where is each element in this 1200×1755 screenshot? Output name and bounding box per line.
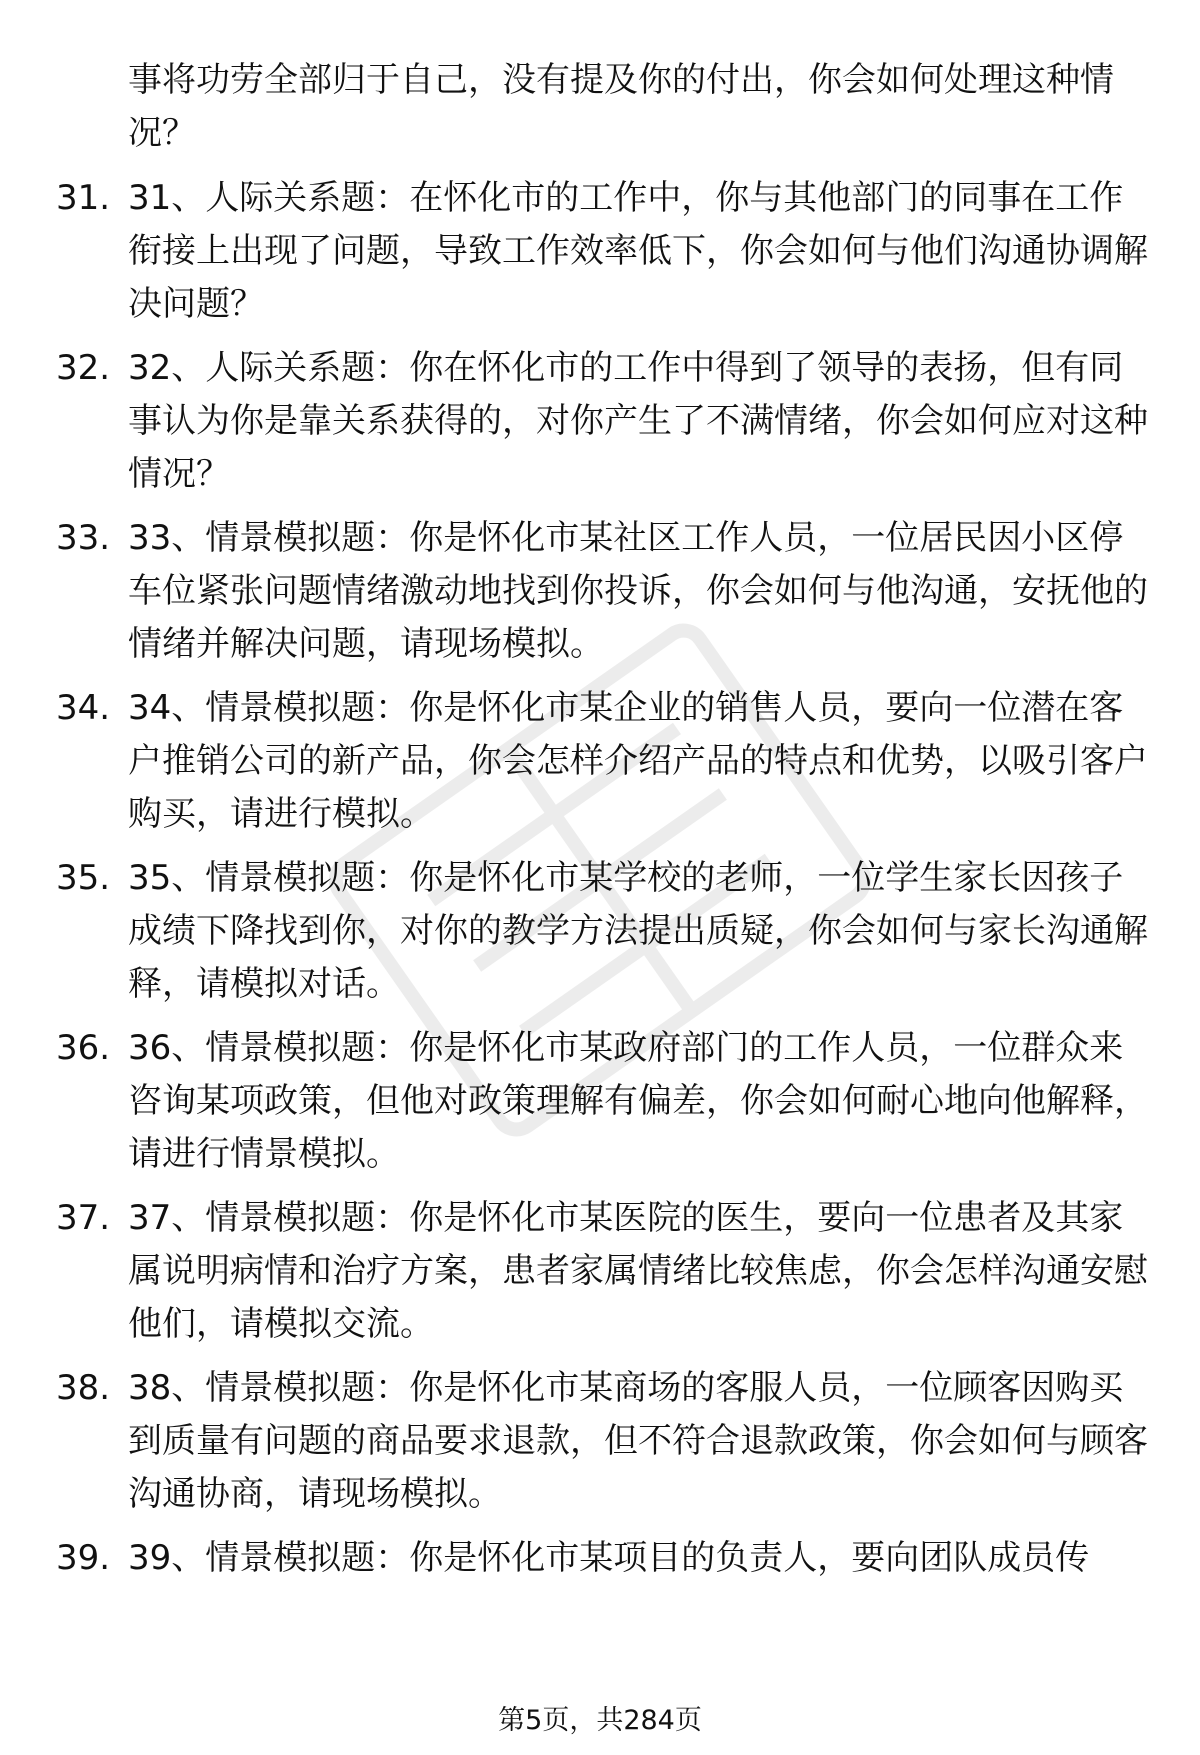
question-text: 38、情景模拟题：你是怀化市某商场的客服人员，一位顾客因购买到质量有问题的商品要求退款，但不符合退款政策，你会如何与顾客沟通协商，请现场模拟。: [128, 1368, 1148, 1514]
question-text: 31、人际关系题：在怀化市的工作中，你与其他部门的同事在工作衔接上出现了问题，导致工作效率低下，你会如何与他们沟通协调解决问题？: [128, 178, 1148, 324]
question-number: 35.: [56, 858, 111, 898]
question-number: 31.: [56, 178, 111, 218]
question-number: 38.: [56, 1368, 111, 1408]
question-text: 35、情景模拟题：你是怀化市某学校的老师，一位学生家长因孩子成绩下降找到你，对你的教学方法提出质疑，你会如何与家长沟通解释，请模拟对话。: [128, 858, 1148, 1004]
question-text: 33、情景模拟题：你是怀化市某社区工作人员，一位居民因小区停车位紧张问题情绪激动地找到你投诉，你会如何与他沟通，安抚他的情绪并解决问题，请现场模拟。: [128, 518, 1148, 664]
question-text: 32、人际关系题：你在怀化市的工作中得到了领导的表扬，但有同事认为你是靠关系获得的，对你产生了不满情绪，你会如何应对这种情况？: [128, 348, 1148, 494]
question-text: 39、情景模拟题：你是怀化市某项目的负责人，要向团队成员传: [128, 1538, 1090, 1578]
question-text: 事将功劳全部归于自己，没有提及你的付出，你会如何处理这种情况？: [128, 60, 1114, 153]
question-text: 36、情景模拟题：你是怀化市某政府部门的工作人员，一位群众来咨询某项政策，但他对政策理解有偏差，你会如何耐心地向他解释，请进行情景模拟。: [128, 1028, 1148, 1174]
page-footer: 第5页，共284页: [498, 1705, 702, 1736]
question-text: 34、情景模拟题：你是怀化市某企业的销售人员，要向一位潜在客户推销公司的新产品，你会怎样介绍产品的特点和优势，以吸引客户购买，请进行模拟。: [128, 688, 1148, 834]
question-number: 33.: [56, 518, 111, 558]
question-number: 36.: [56, 1028, 111, 1068]
question-number: 39.: [56, 1538, 111, 1578]
question-number: 32.: [56, 348, 111, 388]
question-number: 37.: [56, 1198, 111, 1238]
question-text: 37、情景模拟题：你是怀化市某医院的医生，要向一位患者及其家属说明病情和治疗方案，患者家属情绪比较焦虑，你会怎样沟通安慰他们，请模拟交流。: [128, 1198, 1148, 1344]
question-number: 34.: [56, 688, 111, 728]
